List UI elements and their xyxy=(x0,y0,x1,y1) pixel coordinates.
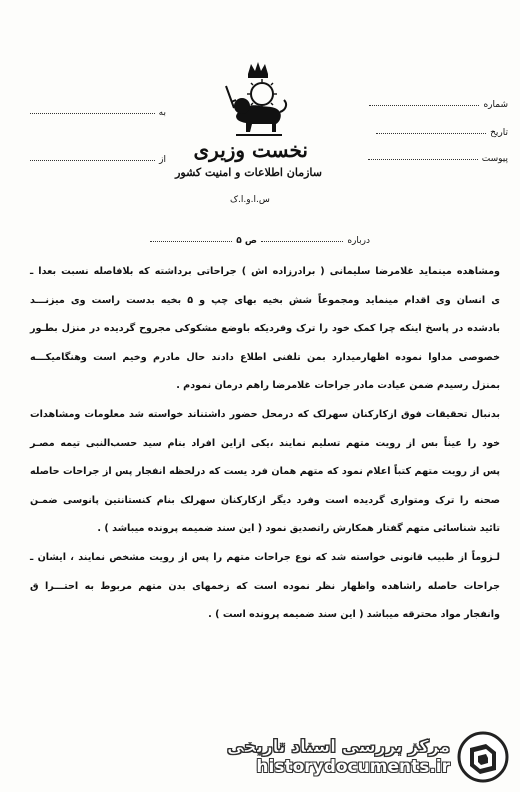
to-dots xyxy=(30,112,155,114)
date-dots xyxy=(376,132,486,134)
body-line: خصوصی مداوا نموده اظهارمیدارد بمن تلفنی اطلاع دادند حال مادرم وخیم است وهنگامیکـــه xyxy=(30,351,500,363)
date-field xyxy=(376,128,508,138)
to-label: به xyxy=(158,108,166,118)
subject-dots-2 xyxy=(150,240,232,242)
attachment-field xyxy=(368,154,508,164)
from-field xyxy=(16,155,166,165)
subject-label: درباره xyxy=(347,236,370,246)
subject-field xyxy=(150,236,370,246)
attachment-label: پیوست xyxy=(481,154,508,164)
date-label: تاریخ xyxy=(490,128,508,138)
archive-logo-icon xyxy=(456,730,510,784)
body-line: بدنبال تحقیقات فوق ازکارکنان سهرلک که درمحل حضور داشتناند خواسته شد معلومات ومشاهدات xyxy=(30,408,500,420)
watermark xyxy=(227,730,510,784)
to-field xyxy=(16,108,166,118)
body-line: صحنه را ترک ومتواری گردیده است وفرد دیگر ازکارکنان سهرلک بنام کنستانتین پانوسی ضمـن xyxy=(30,494,500,506)
number-field xyxy=(369,100,508,110)
watermark-name: مرکز بررسی اسناد تاریخی xyxy=(227,737,450,757)
letter-body xyxy=(30,258,500,630)
body-line: جراحات حاصله راشاهده واظهار نظر نموده است که زخمهای بدن متهم مربوط به احتـــرا ق xyxy=(30,580,500,592)
body-line: بادشده در پاسخ اینکه چرا کمک خود را ترک وفردیکه باوضع مشکوکی مجروح گردیده در منزل بطـور xyxy=(30,323,500,335)
attachment-dots xyxy=(368,158,478,160)
org-subtitle: سازمان اطلاعات و امنیت کشور xyxy=(175,166,322,179)
watermark-url: historydocuments.ir xyxy=(256,757,450,777)
subject-dots-1 xyxy=(261,240,343,242)
body-line: لـزوماً از طبیب قانونی خواسته شد که نوع جراحات متهم را پس از رویت مشخص نمایند ، ایشان ـ xyxy=(30,551,500,563)
number-label: شماره xyxy=(483,100,508,110)
lion-and-sun-emblem-icon xyxy=(222,60,292,140)
from-dots xyxy=(30,159,155,161)
from-label: از xyxy=(159,155,166,165)
org-code: س.ا.و.ا.ک xyxy=(230,195,270,205)
body-line: پس از رویت متهم کتباً اعلام نمود که متهم همان فرد یست که درلحظه انفجار پس از جراحات حاصله xyxy=(30,466,500,478)
number-dots xyxy=(369,104,479,106)
body-line: خود را عیناً بس از رویت متهم تسلیم نمایند ،یکی ازاین افراد بنام سید حسب‌النبی تیمه مصـر xyxy=(30,437,500,449)
org-title: نخست وزیری xyxy=(193,138,308,162)
body-line: ی انسان وی اقدام مینماید ومجموعاً شش بخیه بهای چپ و ۵ بخیه بدست راست وی میزنـــد xyxy=(30,294,500,306)
body-line: ومشاهده مینماید غلامرضا سلیمانی ( برادرزاده اش ) جراحاتی برداشته که بلافاصله نسبت بعدا ـ xyxy=(30,266,500,277)
body-line: تائید شناسائی متهم گفتار همکارش راتصدیق نمود ( این سند ضمیمه پرونده میباشد ) . xyxy=(97,523,500,535)
body-line: بمنزل رسیدم ضمن عیادت مادر جراحات غلامرضا راهم درمان نمودم . xyxy=(176,380,500,392)
subject-value: ص ۵ xyxy=(236,236,258,246)
body-line: وانفجار مواد محترقه میباشد ( این سند ضمیمه پرونده است ) . xyxy=(208,609,500,621)
